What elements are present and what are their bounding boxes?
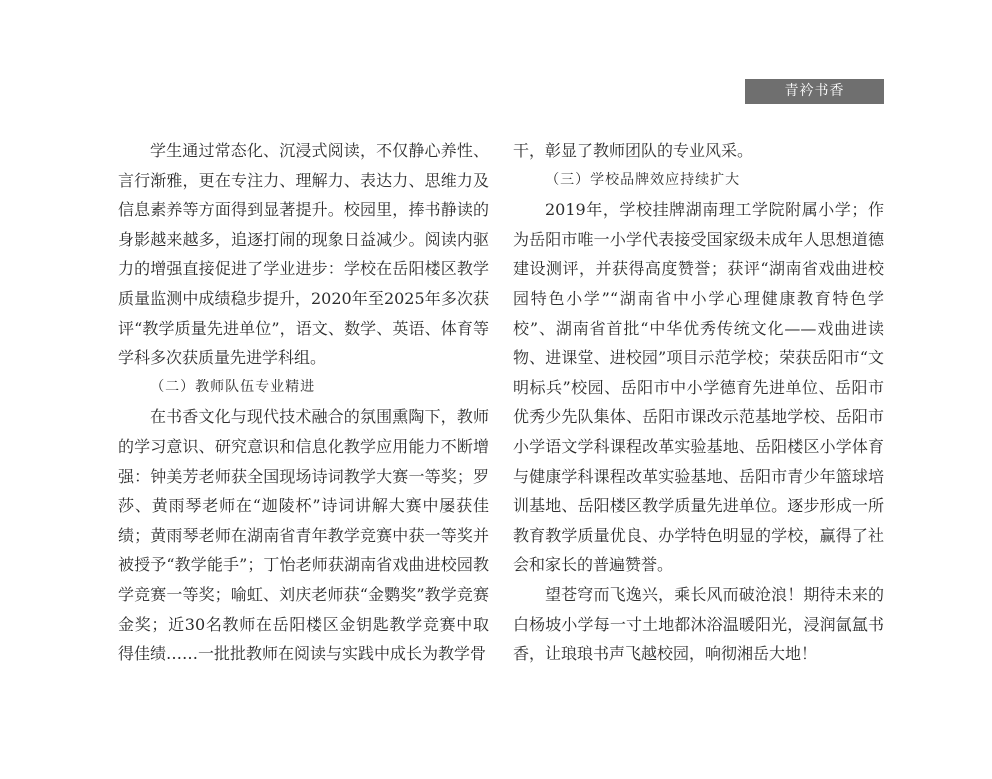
paragraph-student-reading: 学生通过常态化、沉浸式阅读，不仅静心养性、言行渐雅，更在专注力、理解力、表达力、思维力及信息素养等方面得到显著提升。校园里，捧书静读的身影越来越多，追逐打闹的现象日益减少。阅读内驱力的增强直接促进了学业进步：学校在岳阳楼区教学质量监测中成绩稳步提升，2020年至2025年多次获评“教学质量先进单位”，语文、数学、英语、体育等学科多次获质量先进学科组。 <box>118 141 489 368</box>
section-tag: 青衿书香 <box>745 79 884 104</box>
left-column <box>118 136 489 669</box>
subheading-teachers: （二）教师队伍专业精进 <box>150 378 316 395</box>
subheading-school-brand: （三）学校品牌效应持续扩大 <box>545 171 741 188</box>
paragraph-continuation: 干，彰显了教师团队的专业风采。 <box>513 141 754 160</box>
paragraph-closing: 望苍穹而飞逸兴，乘长风而破沧浪！期待未来的白杨坡小学每一寸土地都沐浴温暖阳光，浸润氤氲书香，让琅琅书声飞越校园，响彻湘岳大地！ <box>513 584 884 664</box>
right-column <box>513 136 884 669</box>
paragraph-school-brand: 2019年，学校挂牌湖南理工学院附属小学；作为岳阳市唯一小学代表接受国家级未成年人思想道德建设测评，并获得高度赞誉；获评“湖南省戏曲进校园特色小学”“湖南省中小学心理健康教育特色学校”、湖南省首批“中华优秀传统文化——戏曲进读物、进课堂、进校园”项目示范学校；荣获岳阳市“文明标兵”校园、岳阳市中小学德育先进单位、岳阳市优秀少先队集体、岳阳市课改示范基地学校、岳阳市小学语文学科课程改革实验基地、岳阳楼区小学体育与健康学科课程改革实验基地、岳阳市青少年篮球培训基地、岳阳楼区教学质量先进单位。逐步形成一所教育教学质量优良、办学特色明显的学校，赢得了社会和家长的普遍赞誉。 <box>513 200 884 575</box>
paragraph-teachers: 在书香文化与现代技术融合的氛围熏陶下，教师的学习意识、研究意识和信息化教学应用能力不断增强：钟美芳老师获全国现场诗词教学大赛一等奖；罗莎、黄雨琴老师在“迦陵杯”诗词讲解大赛中屡获佳绩；黄雨琴老师在湖南省青年教学竞赛中获一等奖并被授予“教学能手”；丁怡老师获湖南省戏曲进校园教学竞赛一等奖；喻虹、刘庆老师获“金鹦奖”教学竞赛金奖；近30名教师在岳阳楼区金钥匙教学竞赛中取得佳绩……一批批教师在阅读与实践中成长为教学骨 <box>118 407 489 664</box>
